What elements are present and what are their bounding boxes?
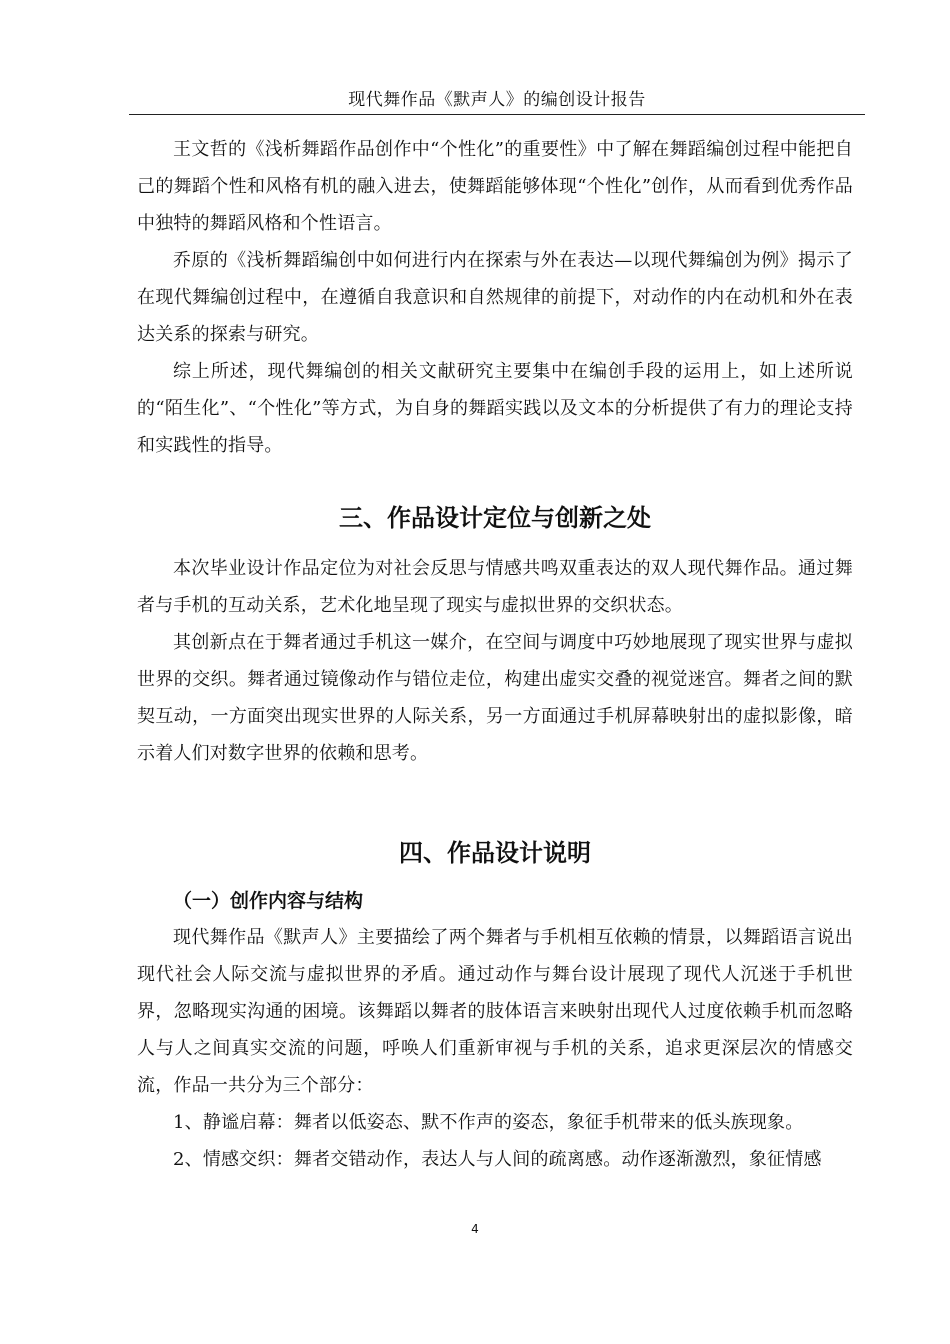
paragraph: 现代舞作品《默声人》主要描绘了两个舞者与手机相互依赖的情景，以舞蹈语言说出现代社会人际交流与虚拟世界的矛盾。通过动作与舞台设计展现了现代人沉迷于手机世界，忽略现实沟通的困境。该舞蹈以舞者的肢体语言来映射出现代人过度依赖手机而忽略人与人之间真实交流的问题，呼唤人们重新审视与手机的关系，追求更深层次的情感交流，作品一共分为三个部分： <box>137 927 853 1096</box>
page-number: 4 <box>471 1222 479 1236</box>
paragraph: 综上所述，现代舞编创的相关文献研究主要集中在编创手段的运用上，如上述所说的“陌生化”、“个性化”等方式，为自身的舞蹈实践以及文本的分析提供了有力的理论支持和实践性的指导。 <box>137 361 853 456</box>
list-item: 1、静谧启幕：舞者以低姿态、默不作声的姿态，象征手机带来的低头族现象。 <box>173 1112 804 1133</box>
section-heading-4: 四、作品设计说明 <box>399 839 591 867</box>
paragraph: 其创新点在于舞者通过手机这一媒介，在空间与调度中巧妙地展现了现实世界与虚拟世界的交织。舞者通过镜像动作与错位走位，构建出虚实交叠的视觉迷宫。舞者之间的默契互动，一方面突出现实世界的人际关系，另一方面通过手机屏幕映射出的虚拟影像，暗示着人们对数字世界的依赖和思考。 <box>137 632 853 764</box>
running-header: 现代舞作品《默声人》的编创设计报告 <box>129 88 865 115</box>
paragraph: 王文哲的《浅析舞蹈作品创作中“个性化”的重要性》中了解在舞蹈编创过程中能把自己的舞蹈个性和风格有机的融入进去，使舞蹈能够体现“个性化”创作，从而看到优秀作品中独特的舞蹈风格和个性语言。 <box>137 139 853 234</box>
list-item: 2、情感交织：舞者交错动作，表达人与人间的疏离感。动作逐渐激烈，象征情感 <box>173 1149 822 1170</box>
page-body <box>137 131 853 1178</box>
paragraph: 本次毕业设计作品定位为对社会反思与情感共鸣双重表达的双人现代舞作品。通过舞者与手机的互动关系，艺术化地呈现了现实与虚拟世界的交织状态。 <box>137 558 853 616</box>
section-heading-3: 三、作品设计定位与创新之处 <box>339 504 651 532</box>
paragraph: 乔原的《浅析舞蹈编创中如何进行内在探索与外在表达—以现代舞编创为例》揭示了在现代舞编创过程中，在遵循自我意识和自然规律的前提下，对动作的内在动机和外在表达关系的探索与研究。 <box>137 250 853 345</box>
subsection-heading: （一）创作内容与结构 <box>173 890 364 912</box>
